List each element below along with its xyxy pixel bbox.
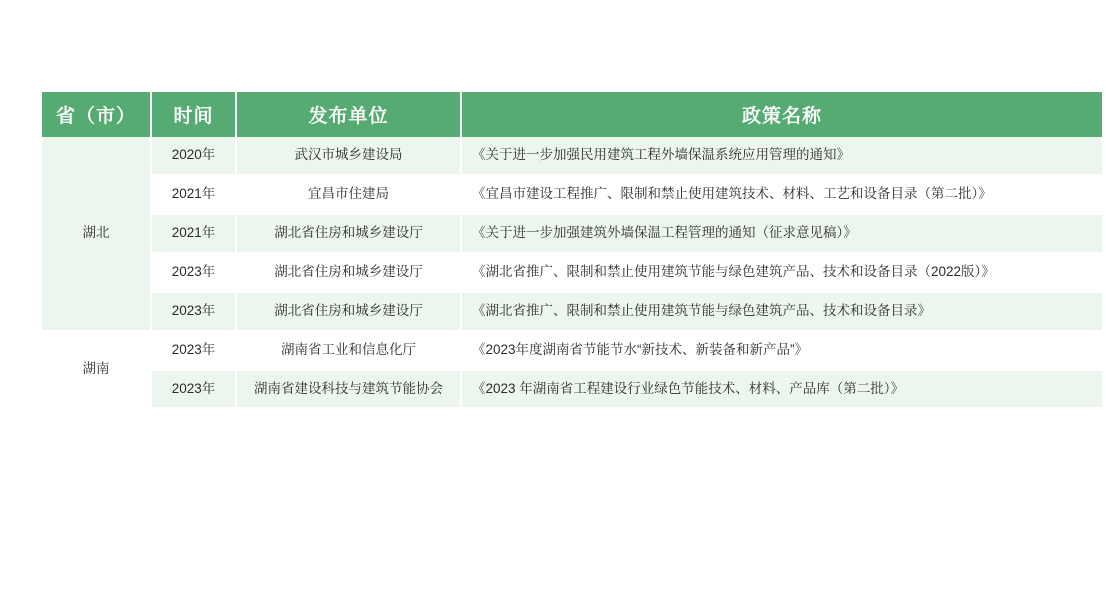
column-header-issuing-unit: 发布单位 <box>236 92 461 137</box>
unit-cell: 湖北省住房和城乡建设厅 <box>236 253 461 292</box>
unit-cell: 湖北省住房和城乡建设厅 <box>236 292 461 331</box>
policy-name-cell: 《湖北省推广、限制和禁止使用建筑节能与绿色建筑产品、技术和设备目录》 <box>461 292 1102 331</box>
table-row <box>42 137 1102 175</box>
time-cell: 2020年 <box>151 137 236 175</box>
table-row <box>42 370 1102 409</box>
province-cell-hunan: 湖南 <box>42 331 151 409</box>
policy-name-cell: 《关于进一步加强民用建筑工程外墙保温系统应用管理的通知》 <box>461 137 1102 175</box>
unit-cell: 武汉市城乡建设局 <box>236 137 461 175</box>
table-row <box>42 253 1102 292</box>
policy-name-cell: 《关于进一步加强建筑外墙保温工程管理的通知（征求意见稿）》 <box>461 214 1102 253</box>
policy-name-cell: 《2023年度湖南省节能节水“新技术、新装备和新产品”》 <box>461 331 1102 370</box>
table-row <box>42 331 1102 370</box>
policy-name-cell: 《宜昌市建设工程推广、限制和禁止使用建筑技术、材料、工艺和设备目录（第二批）》 <box>461 175 1102 214</box>
time-cell: 2023年 <box>151 253 236 292</box>
unit-cell: 湖南省建设科技与建筑节能协会 <box>236 370 461 409</box>
time-cell: 2023年 <box>151 331 236 370</box>
table-header <box>42 92 1102 137</box>
policy-table <box>42 92 1102 409</box>
table-body <box>42 137 1102 408</box>
column-header-policy-name: 政策名称 <box>461 92 1102 137</box>
policy-name-cell: 《湖北省推广、限制和禁止使用建筑节能与绿色建筑产品、技术和设备目录（2022版）》 <box>461 253 1102 292</box>
time-cell: 2023年 <box>151 370 236 409</box>
table-row <box>42 175 1102 214</box>
province-cell-hubei: 湖北 <box>42 137 151 331</box>
time-cell: 2023年 <box>151 292 236 331</box>
table-row <box>42 292 1102 331</box>
unit-cell: 湖北省住房和城乡建设厅 <box>236 214 461 253</box>
column-header-time: 时间 <box>151 92 236 137</box>
unit-cell: 湖南省工业和信息化厅 <box>236 331 461 370</box>
column-header-province: 省（市） <box>42 92 151 137</box>
time-cell: 2021年 <box>151 175 236 214</box>
policy-name-cell: 《2023 年湖南省工程建设行业绿色节能技术、材料、产品库（第二批）》 <box>461 370 1102 409</box>
time-cell: 2021年 <box>151 214 236 253</box>
unit-cell: 宜昌市住建局 <box>236 175 461 214</box>
table-header-row <box>42 92 1102 137</box>
policy-table-container <box>42 92 1064 409</box>
table-row <box>42 214 1102 253</box>
